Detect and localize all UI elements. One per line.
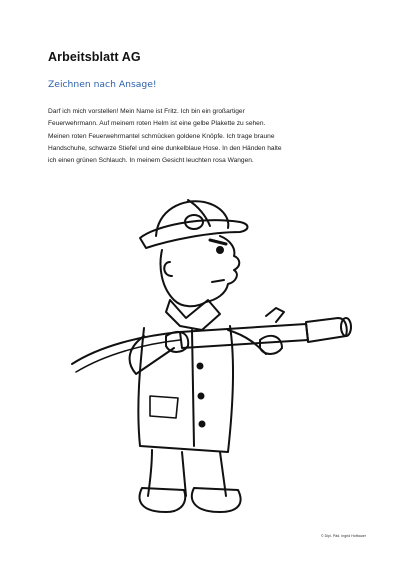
coat-pocket — [150, 396, 178, 418]
mouth — [212, 280, 224, 282]
boot-right — [192, 488, 241, 512]
coat-button — [199, 394, 204, 399]
coat-button — [198, 364, 203, 369]
hose-line-inner — [76, 340, 180, 372]
ear — [164, 262, 172, 276]
nozzle-valve — [266, 308, 284, 322]
head-outline — [161, 250, 207, 306]
paragraph-line: Darf ich mich vorstellen! Mein Name ist Fritz. Ich bin ein großartiger — [48, 108, 245, 115]
face-profile — [206, 236, 239, 302]
coat-button — [200, 422, 205, 427]
paragraph-line: Meinen roten Feuerwehrmantel schmücken goldene Knöpfe. Ich trage braune — [48, 132, 275, 140]
paragraph-line: Feuerwehrmann. Auf meinem roten Helm ist eine gelbe Plakette zu sehen. — [48, 120, 266, 128]
collar — [166, 300, 220, 330]
page-subtitle: Zeichnen nach Ansage! — [48, 79, 157, 90]
glove-right — [260, 336, 282, 354]
firefighter-illustration — [70, 196, 360, 516]
copyright-footer: © Dipl. Päd. Ingrid Hofbauer — [321, 534, 366, 538]
boot-left — [140, 488, 186, 512]
paragraph-line: ich einen grünen Schlauch. In meinem Gesicht leuchten rosa Wangen. — [48, 157, 254, 165]
hose-line — [72, 332, 180, 364]
instruction-paragraph — [48, 106, 358, 167]
eyebrow — [210, 240, 226, 244]
eye — [217, 247, 223, 253]
paragraph-line: Handschuhe, schwarze Stiefel und eine dunkelblaue Hose. In den Händen halte — [48, 144, 282, 152]
helmet-dome — [156, 201, 228, 236]
page-title: Arbeitsblatt AG — [48, 50, 141, 64]
